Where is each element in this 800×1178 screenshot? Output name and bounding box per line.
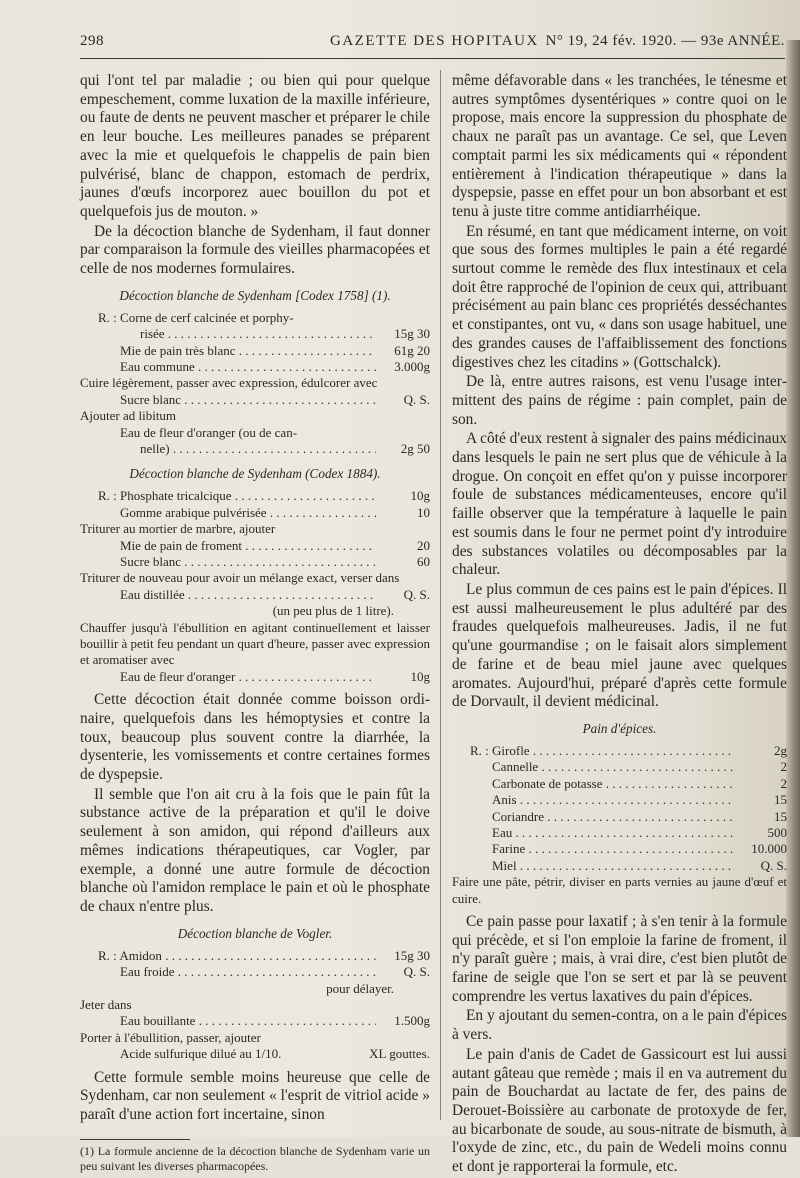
paragraph: De la décoction blanche de Sydenham, il faut donner par comparaison la formule des vieilles pharmacopées et celle de nos modernes formulaires. — [80, 222, 430, 278]
formula-title: Décoction blanche de Sydenham (Codex 1884). — [129, 466, 381, 482]
paragraph: De là, entre autres raisons, est venu l'usage intermittent des pains de régime : pain complet, pain de son. — [452, 373, 787, 428]
formula-line: R. : Corne de cerf calcinée et porphy- — [98, 309, 294, 325]
formula-instruction: Faire une pâte, pétrir, diviser en parts vernies au jaune d'œuf et cuire. — [452, 874, 787, 906]
left-column — [80, 72, 430, 1174]
paragraph: même défavorable dans « les tranchées, le ténesme et autres symptômes dysentériques » contre quoi on le propose, mais encore la suppression du phosphate de chaux ne paraît pas un avantage. Ce sel, que Leven comptait parmi les six médicaments qui « répondent entièrement à l'indication thérapeutique » dans la dyspepsie, passe en effet pour un bon absorbant et est tenu à juste titre comme antidiarrhéique. — [452, 72, 787, 220]
paragraph: qui l'ont tel par maladie ; ou bien qui pour quelque empeschement, comme luxation de la maxille inférieure, ou faute de dents ne peuvent mascher et préparer le chile en leur bouche. Les meilleures panades se préparent avec la mie et quelquefois le chappelis de pain bien pulvérisé, blanc de chappon, estomach de perdrix, jaunes d'œufs incorporez auec bouillon du pot et quelquefois jus de mouton. » — [80, 72, 430, 220]
formula-line: R. : Phosphate tricalcique . . . 10g — [80, 488, 430, 504]
formula-line: Miel . . . Q. S. — [452, 858, 787, 874]
formula-instruction: Triturer au mortier de marbre, ajouter — [80, 521, 276, 537]
paragraph: Le pain d'anis de Cadet de Gassicourt est lui aussi autant gâteau que remède ; mais il en va autrement du pain de Bouchardat au lactate de fer, des pains de Derouet-Boissière au carbonate de protoxyde de fer, au bicarbonate de soude, au sous-nitrate de bismuth, à l'oxyde de zinc, etc., du pain de Wedeli moins connu et dont je rapporterai la formule, etc. — [452, 1045, 787, 1176]
formula-line: Eau froide . . . Q. S. — [80, 964, 430, 980]
formula-instruction: Ajouter ad libitum — [80, 408, 177, 424]
formula-line: Eau commune . . . 3.000g — [80, 359, 430, 375]
formula-line: Eau de fleur d'oranger (ou de can- — [120, 424, 298, 440]
formula-line: Coriandre . . . 15 — [452, 809, 787, 825]
page-number: 298 — [80, 33, 104, 49]
paragraph: En résumé, en tant que médicament interne, on voit que sous des formes multiples le pain a été regardé surtout comme le remède des flux intestinaux et cela doit être rapproché de l'opinion de ceux qui, attribuant précisément au pain blanc ces propriétés desséchantes et constipantes, ont vu, « dans son usage habituel, une des grandes causes de l'affaiblissement des fonctions digestives chez les citadins » (Gottschalck). — [452, 222, 787, 371]
formula-line: Cannelle . . . 2 — [452, 759, 787, 775]
formula-line: Farine . . . 10.000 — [452, 841, 787, 857]
formula-instruction: Chauffer jusqu'à l'ébullition en agitant continuellement et laisser bouillir à petit feu pendant un quart d'heure, passer avec expression et aromatiser avec — [80, 619, 430, 668]
journal-title: GAZETTE DES HOPITAUX — [330, 33, 539, 49]
paragraph: En y ajoutant du semen-contra, on a le pain d'épices à vers. — [452, 1007, 787, 1044]
formula-line: Carbonate de potasse . . . 2 — [452, 776, 787, 792]
column-divider — [440, 70, 441, 1120]
header-rule — [80, 58, 785, 59]
formula-line: Eau de fleur d'oranger . . . 10g — [80, 669, 430, 685]
page-binding-shadow — [786, 40, 800, 1137]
paragraph: Ce pain passe pour laxatif ; à s'en tenir à la formule qui précède, et si l'on emploie la farine de froment, il n'y paraît guère ; mais, à vrai dire, c'est bien plutôt de farine de seigle que l'on se sert et par là se peuvent comprendre les vertus laxatives du pain d'épices. — [452, 912, 787, 1005]
formula-title: Pain d'épices. — [582, 720, 657, 736]
formula-line: risée . . . 15g 30 — [80, 326, 430, 342]
formula-line: nelle) . . . 2g 50 — [80, 441, 430, 457]
formula-line: Mie de pain de froment . . . 20 — [80, 538, 430, 554]
formula-line: Sucre blanc . . . 60 — [80, 554, 430, 570]
formula-line: Mie de pain très blanc . . . 61g 20 — [80, 343, 430, 359]
paragraph: Cette formule semble moins heureuse que celle de Sydenham, car non seulement « l'esprit de vitriol acide » paraît d'une action fort incertaine, sinon — [80, 1068, 430, 1123]
formula-line: Gomme arabique pulvérisée . . . 10 — [80, 505, 430, 521]
formula-line: Anis . . . 15 — [452, 792, 787, 808]
paragraph: Le plus commun de ces pains est le pain d'épices. Il est aussi malheureusement le plus adultéré par des fraudes quelquefois malheureuses. Jadis, il ne fut qu'une gourmandise ; on le faisait alors simplement de farine et de beau miel jaune avec quelques aromates. Aujourd'hui, préparé d'après cette formule de Dorvault, il devient médicinal. — [452, 580, 787, 711]
formula-line: Eau . . . 500 — [452, 825, 787, 841]
formula-line: Eau bouillante . . . 1.500g — [80, 1013, 430, 1029]
formula-note: pour délayer. — [326, 980, 394, 996]
formula-line: R. : Girofle . . . 2g — [452, 743, 787, 759]
formula-title: Décoction blanche de Sydenham [Codex 1758] (1). — [119, 287, 391, 303]
formula-line: Eau distillée . . . Q. S. — [80, 587, 430, 603]
right-column — [452, 72, 787, 1178]
formula-line: R. : Amidon . . . 15g 30 — [80, 948, 430, 964]
paragraph: A côté d'eux restent à signaler des pains médicinaux dans lesquels le pain ne sert plus que de véhicule à la drogue. On conçoit en effet qu'on y puisse incorporer foule de substances médicamenteuses, encore qu'il faille observer que la température à laquelle le pain est soumis dans le four ne permet point d'y introduire des substances volatiles ou décomposables par la chaleur. — [452, 430, 787, 579]
paragraph: Il semble que l'on ait cru à la fois que le pain fût la substance active de la préparation et qu'il le doive seulement à son amidon, qui répond d'ailleurs aux mêmes indications thérapeutiques, car Vogler, par exemple, a donné une autre formule de décoction blanche où l'amidon remplace le pain et où le phosphate de chaux n'entre plus. — [80, 785, 430, 915]
footnote: (1) La formule ancienne de la décoction blanche de Sydenham varie un peu suivant les diverses pharmacopées. — [80, 1143, 430, 1173]
formula-note: (un peu plus de 1 litre). — [272, 603, 394, 619]
formula-line: Sucre blanc . . . Q. S. — [80, 392, 430, 408]
formula-instruction: Cuire légèrement, passer avec expression, édulcorer avec — [80, 375, 378, 391]
paragraph: Cette décoction était donnée comme boisson ordinaire, quelquefois dans les hémoptysies et contre la toux, beaucoup plus souvent contre la diarrhée, la dysenterie, les vomissements et contre certaines formes de dyspepsie. — [80, 691, 430, 784]
footnote-rule — [80, 1139, 190, 1140]
running-header — [80, 33, 785, 53]
formula-instruction: Triturer de nouveau pour avoir un mélange exact, verser dans — [80, 570, 400, 586]
formula-title: Décoction blanche de Vogler. — [177, 925, 333, 941]
formula-instruction: Porter à l'ébullition, passer, ajouter — [80, 1029, 261, 1045]
formula-instruction: Jeter dans — [80, 996, 132, 1012]
formula-line: Acide sulfurique dilué au 1/10. XL gouttes. — [120, 1046, 430, 1062]
issue-info: N° 19, 24 fév. 1920. — 93e ANNÉE. — [545, 33, 785, 49]
